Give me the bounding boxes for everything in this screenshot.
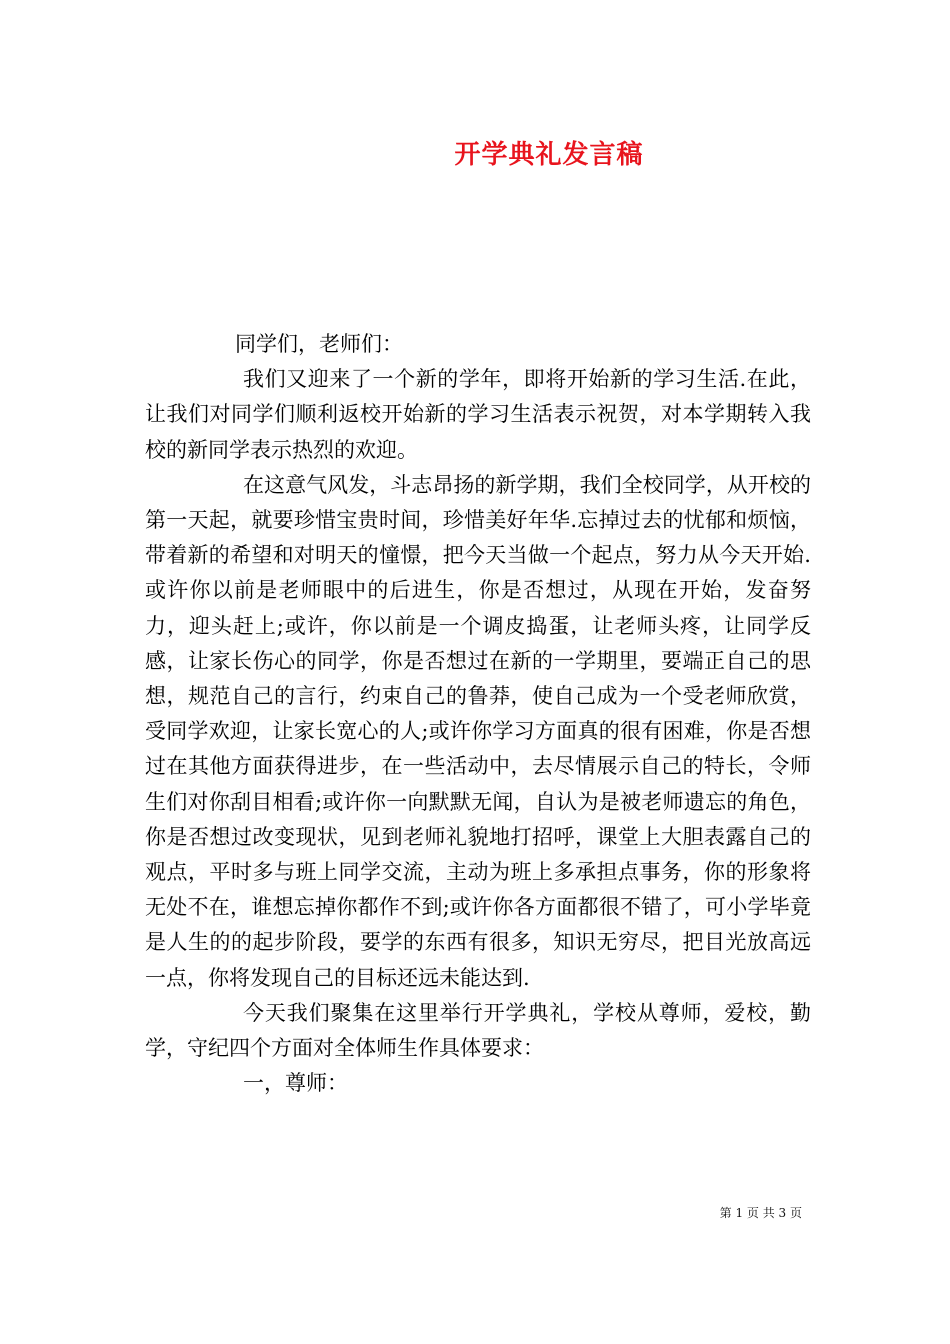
paragraph-ceremony: 今天我们聚集在这里举行开学典礼，学校从尊师，爱校，勤学，守纪四个方面对全体师生作具体要求： [145,1000,811,1061]
document-body [145,327,811,1101]
document-title: 开学典礼发言稿 [454,140,644,170]
paragraph-welcome: 我们又迎来了一个新的学年，即将开始新的学习生活.在此，让我们对同学们顺利返校开始新的学习生活表示祝贺，对本学期转入我校的新同学表示热烈的欢迎。 [145,367,811,462]
page-number: 第 1 页 共 3 页 [719,1206,802,1220]
paragraph-new-semester: 在这意气风发，斗志昂扬的新学期，我们全校同学，从开校的第一天起，就要珍惜宝贵时间，珍惜美好年华.忘掉过去的忧郁和烦恼，带着新的希望和对明天的憧憬，把今天当做一个起点，努力从今天开始.或许你以前是老师眼中的后进生，你是否想过，从现在开始，发奋努力，迎头赶上;或许，你以前是一个调皮捣蛋，让老师头疼，让同学反感，让家长伤心的同学，你是否想过在新的一学期里，要端正自己的思想，规范自己的言行，约束自己的鲁莽，使自己成为一个受老师欣赏，受同学欢迎，让家长宽心的人;或许你学习方面真的很有困难，你是否想过在其他方面获得进步，在一些活动中，去尽情展示自己的特长，令师生们对你刮目相看;或许你一向默默无闻，自认为是被老师遗忘的角色，你是否想过改变现状，见到老师礼貌地打招呼，课堂上大胆表露自己的观点，平时多与班上同学交流，主动为班上多承担点事务，你的形象将无处不在，谁想忘掉你都作不到;或许你各方面都很不错了，可小学毕竟是人生的的起步阶段，要学的东西有很多，知识无穷尽，把目光放高远一点，你将发现自己的目标还远未能达到. [145,472,811,990]
salutation: 同学们，老师们： [235,332,403,356]
section-heading-respect-teachers: 一，尊师： [243,1071,348,1096]
